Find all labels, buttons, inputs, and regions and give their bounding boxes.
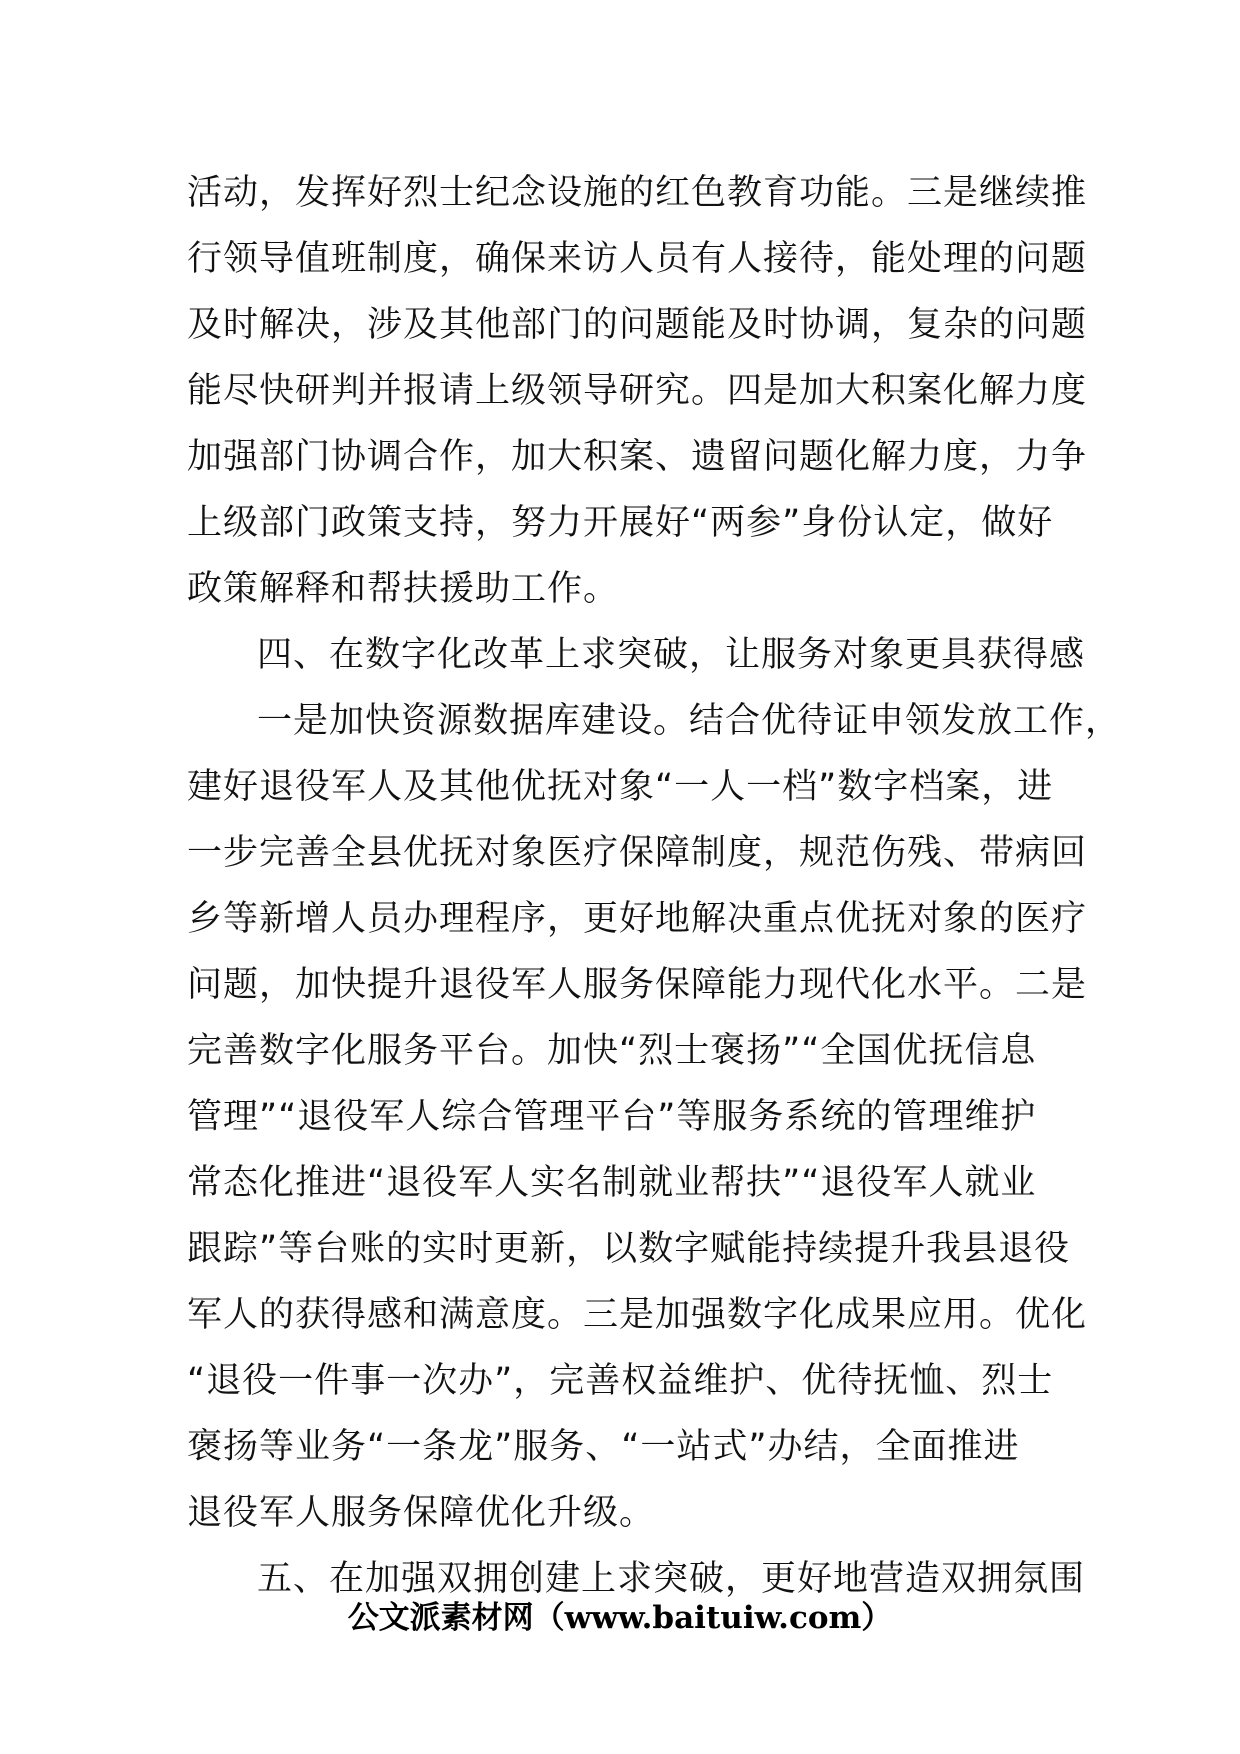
paragraph-line: 完善数字化服务平台。加快“烈士褒扬”“全国优抚信息 [187, 1031, 1037, 1071]
paragraph-line: 一是加快资源数据库建设。结合优待证申领发放工作， [257, 701, 1122, 741]
paragraph-line: 及时解决，涉及其他部门的问题能及时协调，复杂的问题 [187, 305, 1088, 345]
section-heading: 四、在数字化改革上求突破，让服务对象更具获得感 [257, 635, 1086, 675]
paragraph-line: 政策解释和帮扶援助工作。 [187, 569, 620, 609]
paragraph-line: 活动，发挥好烈士纪念设施的红色教育功能。三是继续推 [187, 173, 1088, 213]
footer-watermark: 公文派素材网（www.baituiw.com） [347, 1600, 893, 1636]
paragraph-line: 加强部门协调合作，加大积案、遗留问题化解力度，力争 [187, 437, 1088, 477]
paragraph-line: 问题，加快提升退役军人服务保障能力现代化水平。二是 [187, 965, 1088, 1005]
paragraph-line: 一步完善全县优抚对象医疗保障制度，规范伤残、带病回 [187, 833, 1088, 873]
paragraph-line: 行领导值班制度，确保来访人员有人接待，能处理的问题 [187, 239, 1088, 279]
paragraph-line: 褒扬等业务“一条龙”服务、“一站式”办结，全面推进 [187, 1427, 1020, 1467]
paragraph-line: 上级部门政策支持，努力开展好“两参”身份认定，做好 [187, 503, 1054, 543]
paragraph-line: 跟踪”等台账的实时更新，以数字赋能持续提升我县退役 [187, 1229, 1071, 1269]
section-heading: 五、在加强双拥创建上求突破，更好地营造双拥氛围 [257, 1559, 1086, 1599]
paragraph-line: 乡等新增人员办理程序，更好地解决重点优抚对象的医疗 [187, 899, 1088, 939]
paragraph-line: 建好退役军人及其他优抚对象“一人一档”数字档案，进 [187, 767, 1054, 807]
paragraph-line: 管理”“退役军人综合管理平台”等服务系统的管理维护 [187, 1097, 1037, 1137]
document-body [187, 160, 1122, 1612]
paragraph-line: 能尽快研判并报请上级领导研究。四是加大积案化解力度 [187, 371, 1088, 411]
paragraph-line: 退役军人服务保障优化升级。 [187, 1493, 656, 1533]
paragraph-line: 常态化推进“退役军人实名制就业帮扶”“退役军人就业 [187, 1163, 1037, 1203]
paragraph-line: “退役一件事一次办”，完善权益维护、优待抚恤、烈士 [187, 1361, 1054, 1401]
paragraph-line: 军人的获得感和满意度。三是加强数字化成果应用。优化 [187, 1295, 1088, 1335]
